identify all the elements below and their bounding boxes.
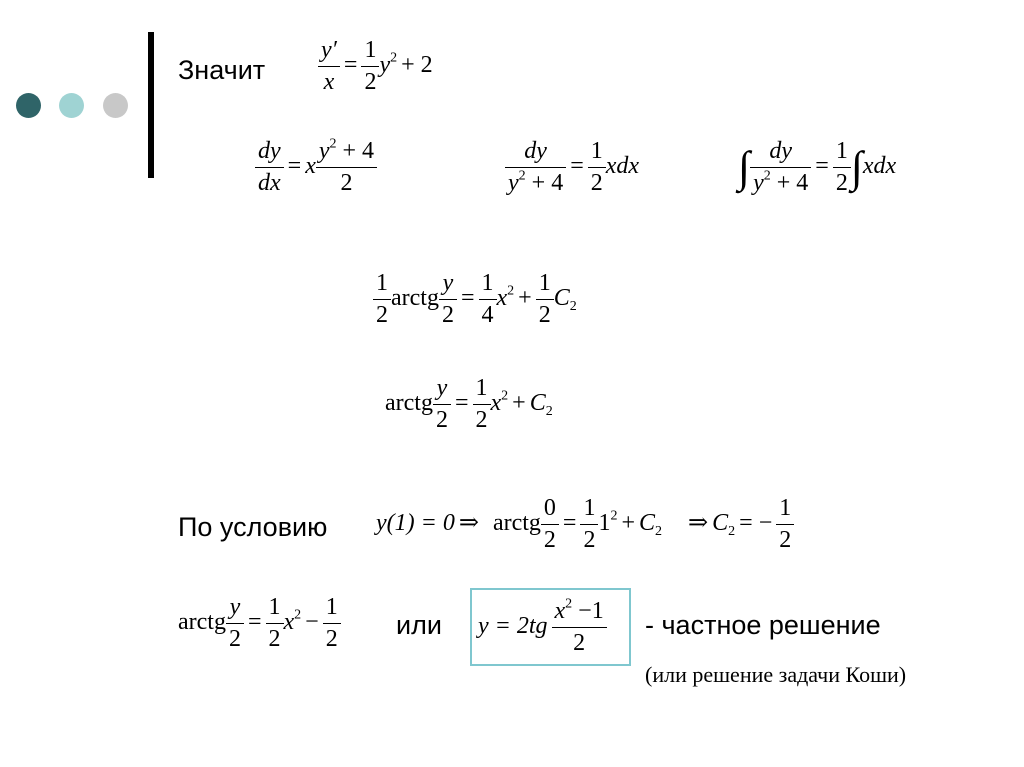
label-zadacha-koshi: (или решение задачи Коши) <box>645 662 907 687</box>
fraction-half: $\frac{1}{2}$ <box>361 37 379 96</box>
integral-icon-2: ∫ <box>850 142 863 192</box>
equation-4: ∫ $\frac{dy}{y^2 + 4}$ = $\frac{1}{2}$ ∫xdx <box>738 138 897 196</box>
equation-1: $\frac{y'}{x}$ = $\frac{1}{2}$ $y^2 + 2$ <box>318 37 437 96</box>
decorative-dot-gray <box>103 93 128 118</box>
vertical-divider <box>148 32 154 178</box>
integral-icon: ∫ <box>738 142 751 192</box>
equation-5: $\frac{1}{2}$ arctg $\frac{y}{2}$ = $\frac{1}{4}$ $x^2$ + $\frac{1}{2}$ $C_2$ <box>373 270 577 329</box>
equation-9: y = 2tg $\frac{x^2 -1}{2}$ <box>478 598 607 657</box>
decorative-dot-dark <box>16 93 41 118</box>
label-po-usloviyu: По условию <box>178 512 328 542</box>
label-znachit: Значит <box>178 55 266 85</box>
label-chastnoe-reshenie: - частное решение <box>645 610 881 640</box>
decorative-dot-light <box>59 93 84 118</box>
equation-6: arctg $\frac{y}{2}$ = $\frac{1}{2}$ $x^2 + C_2$ <box>385 375 553 433</box>
equation-3: $\frac{dy}{y^2 + 4}$ = $\frac{1}{2}$ xdx <box>505 138 639 197</box>
label-ili: или <box>396 610 442 640</box>
equation-2: $\frac{dy}{dx}$ = x $\frac{y^2 + 4}{2}$ <box>255 138 377 197</box>
fraction-yprime-over-x: $\frac{y'}{x}$ <box>318 37 340 96</box>
equation-8: arctg $\frac{y}{2}$ = $\frac{1}{2}$ $x^2$ − $\frac{1}{2}$ <box>178 594 341 653</box>
equation-7: y(1) = 0 ⇒ arctg $\frac{0}{2}$ = $\frac{1}{2}$ $1^2 + C_2$ ⇒ $C_2$ = − $\frac{1}{2}$ <box>376 495 794 554</box>
